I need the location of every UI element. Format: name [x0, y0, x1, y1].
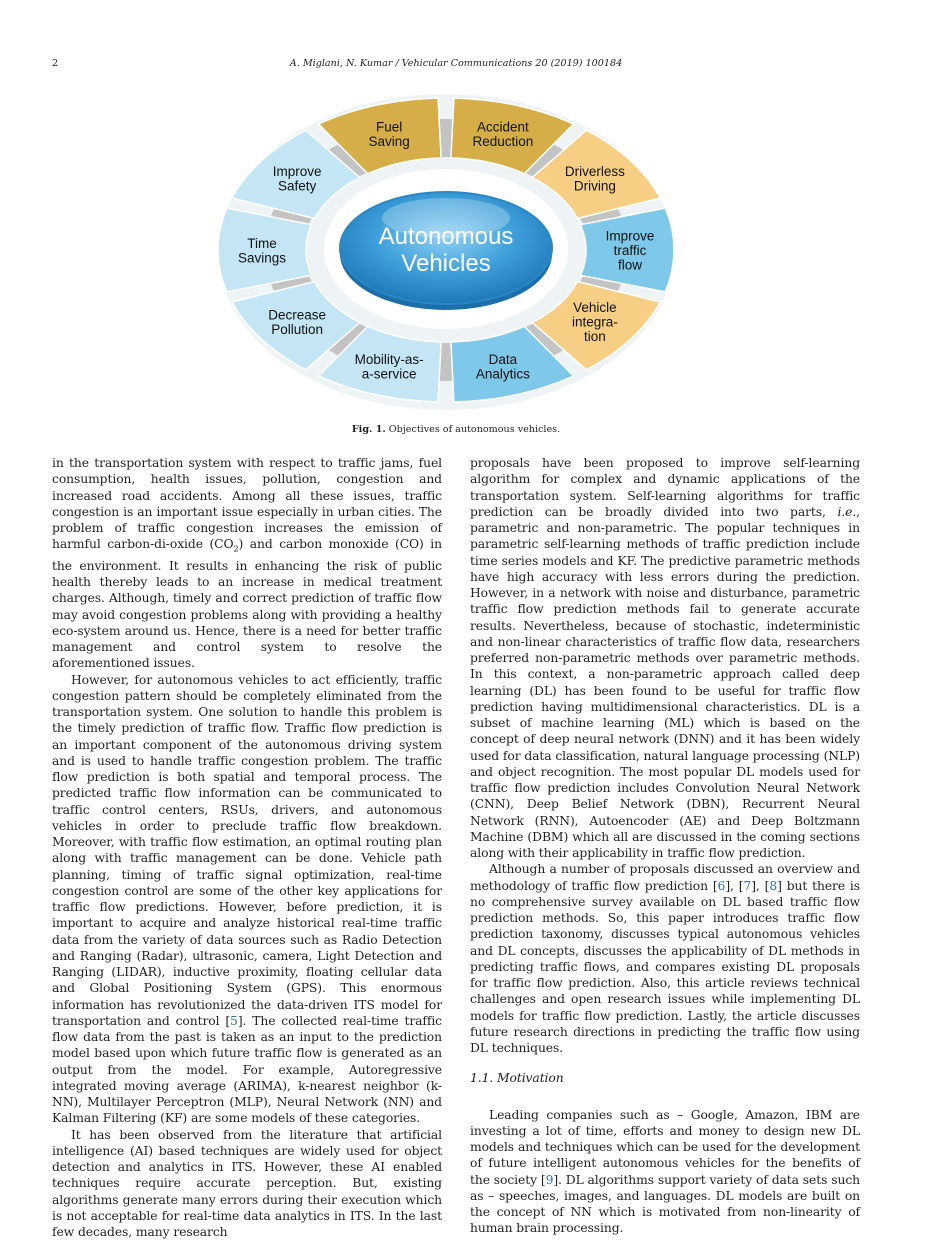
objective-label: Savings — [237, 250, 287, 266]
objective-label: flow — [617, 257, 643, 273]
objective-label: integra- — [571, 314, 618, 330]
reference-link[interactable]: 7 — [743, 878, 752, 893]
objective-label: Decrease — [268, 307, 327, 323]
hub-label-line1: Autonomous — [378, 223, 514, 250]
reference-link[interactable]: 5 — [230, 1013, 238, 1028]
section-heading-motivation: 1.1. Motivation — [470, 1071, 564, 1086]
caption-text: Objectives of autonomous vehicles. — [388, 424, 561, 435]
left-paragraph-2: However, for autonomous vehicles to act efficiently, traffic congestion pattern should be completely eliminated from the transportation system. One solution to handle this problem is the timely prediction of traffic flow. Traffic flow prediction is an important component of the autonomous driving system and is used to handle traffic congestion problem. The traffic flow prediction is both spatial and temporal process. The predicted traffic flow information can be communicated to traffic control centers, RSUs, drivers, and autonomous vehicles in order to preclude traffic flow breakdown. Moreover, with traffic flow estimation, an optimal routing plan along with traffic management can be done. Vehicle path planning, timing of traffic signal optimization, real-time congestion control are some of the other key applications for traffic flow predictions. However, before prediction, it is important to acquire and analyze historical real-time traffic data from the variety of data sources such as Radio Detection and Ranging (Radar), ultrasonic, camera, Light Detection and Ranging (LIDAR), inductive proximity, floating cellular data and Global Positioning System (GPS). This enormous information has revolutionized the data-driven ITS model for transportation and control [5]. The collected real-time traffic flow data from the past is taken as an input to the prediction model based upon which future traffic flow is generated as an output from the model. For example, Autoregressive integrated moving average (ARIMA), k-nearest neighbor (k-NN), Multilayer Perceptron (MLP), Neural Network (NN) and Kalman Filtering (KF) are some models of these categories. — [52, 672, 442, 1126]
right-column — [470, 455, 860, 1237]
left-column — [52, 455, 442, 1240]
objective-label: Vehicle — [573, 300, 617, 316]
reference-link[interactable]: 8 — [769, 878, 778, 893]
reference-link[interactable]: 9 — [545, 1172, 554, 1187]
objective-label: Time — [247, 235, 277, 251]
objective-label: Improve — [605, 228, 655, 244]
objective-label: a-service — [361, 366, 417, 382]
objective-label: Driverless — [564, 164, 625, 180]
hub-label-line2: Vehicles — [401, 250, 491, 277]
objective-label: Saving — [368, 134, 410, 150]
objective-label: Accident — [476, 119, 529, 135]
left-paragraph-3: It has been observed from the literature that artificial intelligence (AI) based techniques are widely used for object detection and analytics in ITS. However, these AI enabled techniques require accurate perception. But, existing algorithms generate many errors during their execution which is not acceptable for real-time data analytics in ITS. In the last few decades, many research — [52, 1127, 442, 1240]
running-head: A. Miglani, N. Kumar / Vehicular Communications 20 (2019) 100184 — [289, 58, 623, 69]
objective-label: tion — [583, 329, 606, 345]
objective-label: Fuel — [376, 119, 403, 135]
objective-label: Driving — [573, 178, 616, 194]
page-number: 2 — [52, 58, 59, 69]
objective-label: Mobility-as- — [354, 351, 424, 367]
figure-caption — [52, 423, 860, 436]
objective-label: Data — [488, 351, 518, 367]
caption-label: Fig. 1. — [351, 424, 386, 435]
page-header — [52, 57, 860, 71]
right-paragraph-2: Although a number of proposals discussed an overview and methodology of traffic flow prediction [6], [7], [8] but there is no comprehensive survey available on DL based traffic flow prediction methods. So, this paper introduces traffic flow prediction taxonomy, discusses typical autonomous vehicles and DL concepts, discusses the applicability of DL methods in predicting traffic flows, and compares existing DL proposals for traffic flow prediction. Also, this article reviews technical challenges and open research issues while implementing DL models for traffic flow prediction. Lastly, the article discusses future research directions in predicting the traffic flow using DL techniques. — [470, 862, 860, 1055]
right-paragraph-3: Leading companies such as – Google, Amazon, IBM are investing a lot of time, efforts and money to design new DL models and techniques which can be used for the development of future intelligent autonomous vehicles for the benefits of the society [9]. DL algorithms support variety of data sets such as – speeches, images, and languages. DL models are built on the concept of NN which is motivated from non-linearity of human brain processing. — [470, 1107, 860, 1236]
objective-label: Pollution — [271, 321, 324, 337]
right-paragraph-1: proposals have been proposed to improve self-learning algorithm for complex and dynamic applications of the transportation system. Self-learning algorithms for traffic prediction can be broadly divided into two parts, i.e., parametric and non-parametric. The popular techniques in parametric self-learning methods of traffic prediction include time series models and KF. The predictive parametric methods have high accuracy with less errors during the prediction. However, in a network with noise and disturbance, parametric traffic flow prediction methods fail to generate accurate results. Nevertheless, because of stochastic, indeterministic and non-linear characteristics of traffic flow data, researchers preferred non-parametric methods over parametric methods. In this context, a non-parametric approach called deep learning (DL) has been found to be useful for traffic flow prediction having multidimensional characteristics. DL is a subset of machine learning (ML) which is based on the concept of deep neural network (DNN) and it has been widely used for data classification, natural language processing (NLP) and object recognition. The most popular DL models used for traffic flow prediction includes Convolution Neural Network (CNN), Deep Belief Network (DBN), Recurrent Neural Network (RNN), Autoencoder (AE) and Deep Boltzmann Machine (DBM) which all are discussed in the coming sections along with their applicability in traffic flow prediction. — [470, 456, 860, 860]
reference-link[interactable]: 6 — [717, 878, 726, 893]
left-paragraph-1: in the transportation system with respect to traffic jams, fuel consumption, health issues, pollution, congestion and increased road accidents. Among all these issues, traffic congestion is an important issue especially in urban cities. The problem of traffic congestion increases the emission of harmful carbon-di-oxide $(CO_2)$ and carbon monoxide (CO) in the environment. It results in enhancing the risk of public health thereby leads to an increase in medical treatment charges. Although, timely and correct prediction of traffic flow may avoid congestion problems along with providing a healthy eco-system around us. Hence, there is a need for better traffic management and control system to resolve the aforementioned issues. — [52, 456, 442, 671]
objective-label: Analytics — [475, 366, 530, 382]
objective-label: Reduction — [472, 134, 534, 150]
objective-label: Improve — [272, 164, 322, 180]
objective-label: traffic — [613, 243, 647, 258]
figure-autonomous-vehicles — [210, 84, 700, 414]
objectives-ring-diagram — [210, 84, 700, 414]
objective-label: Safety — [278, 178, 317, 194]
